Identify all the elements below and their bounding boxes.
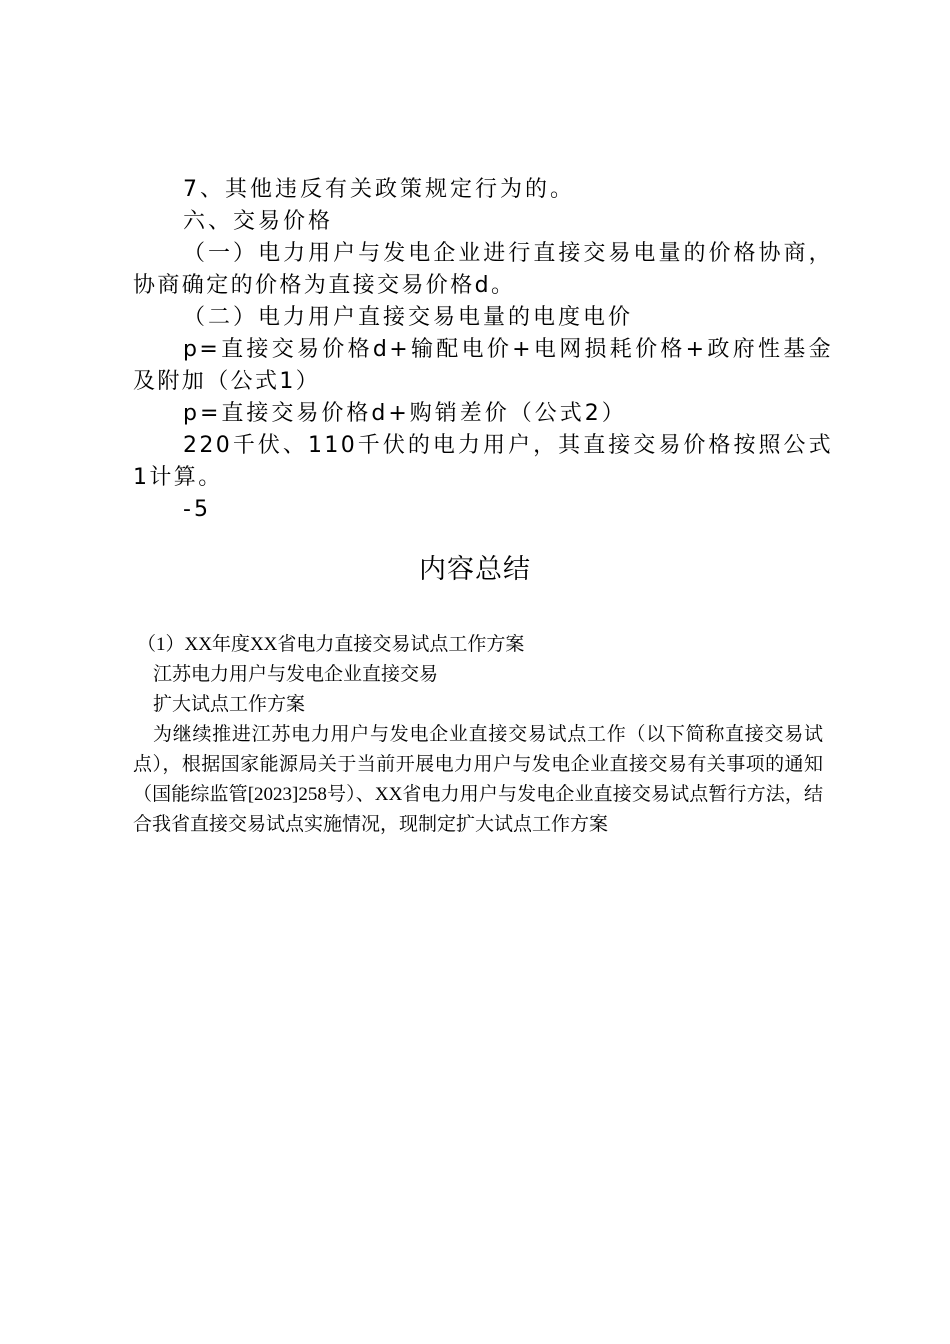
price-clause-2: （二）电力用户直接交易电量的电度电价 (183, 305, 634, 330)
document-body (133, 174, 833, 526)
page-number: -5 (183, 497, 211, 522)
formula-2: p=直接交易价格d+购销差价（公式2） (183, 401, 627, 426)
summary-line-title: （1）XX年度XX省电力直接交易试点工作方案 (137, 634, 525, 655)
summary-paragraph: 为继续推进江苏电力用户与发电企业直接交易试点工作（以下简称直接交易试点），根据国家能源局关于当前开展电力用户与发电企业直接交易有关事项的通知（国能综监管[2023]258号）、XX省电力用户与发电企业直接交易试点暂行方法，结合我省直接交易试点实施情况，现制定扩大试点工作方案 (133, 724, 823, 835)
summary-line-subtitle: 江苏电力用户与发电企业直接交易 (153, 664, 439, 685)
section-heading-trading-price: 六、交易价格 (183, 209, 334, 234)
voltage-clause: 220千伏、110千伏的电力用户，其直接交易价格按照公式1计算。 (133, 433, 833, 490)
summary-body (133, 630, 823, 840)
formula-1: p=直接交易价格d+输配电价+电网损耗价格+政府性基金及附加（公式1） (133, 337, 833, 394)
summary-line-plan: 扩大试点工作方案 (153, 694, 306, 715)
summary-heading: 内容总结 (419, 554, 531, 585)
price-clause-1: （一）电力用户与发电企业进行直接交易电量的价格协商，协商确定的价格为直接交易价格d。 (133, 241, 833, 298)
clause-7: 7、其他违反有关政策规定行为的。 (183, 177, 575, 202)
